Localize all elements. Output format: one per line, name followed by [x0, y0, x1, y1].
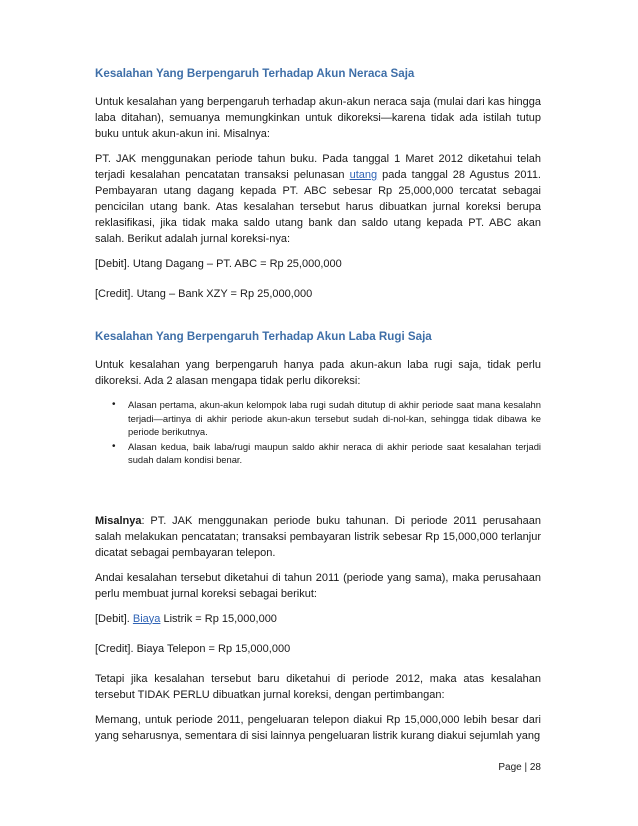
paragraph-example-laba-rugi — [95, 513, 541, 561]
text-segment: : PT. JAK menggunakan periode buku tahunan. Di periode 2011 perusahaan salah melakukan pencatatan; transaksi pembayaran listrik sebesar Rp 15,000,000 terlanjur dicatat sebagai pembayaran telepon. — [95, 514, 541, 559]
list-item-text: Alasan pertama, akun-akun kelompok laba rugi sudah ditutup di akhir periode saat mana kesalahn terjadi—artinya di akhir periode akun-akun tersebut sudah di-nol-kan, sehingga tidak dibawa ke periode berikutnya. — [128, 399, 541, 437]
page-content — [95, 66, 541, 753]
list-item — [112, 398, 541, 439]
section-gap — [95, 311, 541, 329]
paragraph-same-period: Andai kesalahan tersebut diketahui di tahun 2011 (periode yang sama), maka perusahaan perlu membuat jurnal koreksi sebagai berikut: — [95, 571, 541, 600]
section-heading-neraca: Kesalahan Yang Berpengaruh Terhadap Akun Neraca Saja — [95, 67, 415, 80]
journal-credit-entry: [Credit]. Biaya Telepon = Rp 15,000,000 — [95, 642, 291, 655]
journal-credit-entry: [Credit]. Utang – Bank XZY = Rp 25,000,000 — [95, 288, 313, 300]
link-utang[interactable]: utang — [349, 169, 378, 181]
bullet-icon: • — [112, 399, 116, 410]
example-label: Misalnya — [95, 514, 142, 527]
paragraph-example-neraca — [95, 151, 541, 247]
paragraph-consideration: Memang, untuk periode 2011, pengeluaran telepon diakui Rp 15,000,000 lebih besar dari yang seharusnya, sementara di sisi lainnya pengeluaran listrik kurang diakui sejumlah yang — [95, 713, 541, 742]
text-segment: PT. JAK menggunakan periode tahun buku. Pada tanggal 1 Maret 2012 diketahui telah terjadi kesalahan pencatatan transaksi pelunasan — [95, 153, 541, 181]
reasons-list — [95, 398, 541, 467]
paragraph-intro-neraca: Untuk kesalahan yang berpengaruh terhadap akun-akun neraca saja (mulai dari kas hingga laba ditahan), semuanya memungkinkan untuk dikoreksi—karena tidak ada istilah tutup buku untuk akun-akun ini. Misalnya: — [95, 96, 541, 140]
section-gap — [95, 479, 541, 513]
text-segment: [Debit]. — [95, 612, 133, 625]
bullet-icon: • — [112, 440, 116, 452]
journal-debit-entry: [Debit]. Utang Dagang – PT. ABC = Rp 25,000,000 — [95, 258, 342, 270]
paragraph-intro-laba-rugi: Untuk kesalahan yang berpengaruh hanya pada akun-akun laba rugi saja, tidak perlu dikoreksi. Ada 2 alasan mengapa tidak perlu dikoreksi: — [95, 359, 541, 387]
list-item — [112, 440, 541, 467]
list-item-text: Alasan kedua, baik laba/rugi maupun saldo akhir neraca di akhir periode saat kesalahan terjadi sudah dalam kondisi benar. — [128, 440, 541, 465]
section-heading-laba-rugi: Kesalahan Yang Berpengaruh Terhadap Akun Laba Rugi Saja — [95, 330, 432, 343]
text-segment: pada tanggal 28 Agustus 2011. Pembayaran utang dagang kepada PT. ABC sebesar Rp 25,000,000 tercatat sebagai pencicilan utang bank. Atas kesalahan tersebut harus dibuatkan jurnal koreksi berupa reklasifikasi, jika tidak maka saldo utang bank dan saldo utang kepada PT. ABC akan salah. Berikut adalah jurnal koreksi-nya: — [95, 169, 541, 245]
page-number: Page | 28 — [498, 762, 541, 773]
text-segment: Listrik = Rp 15,000,000 — [160, 612, 277, 625]
journal-debit-entry — [95, 611, 541, 627]
link-biaya[interactable]: Biaya — [132, 612, 161, 625]
paragraph-next-period: Tetapi jika kesalahan tersebut baru diketahui di periode 2012, maka atas kesalahan tersebut TIDAK PERLU dibuatkan jurnal koreksi, dengan pertimbangan: — [95, 672, 541, 701]
